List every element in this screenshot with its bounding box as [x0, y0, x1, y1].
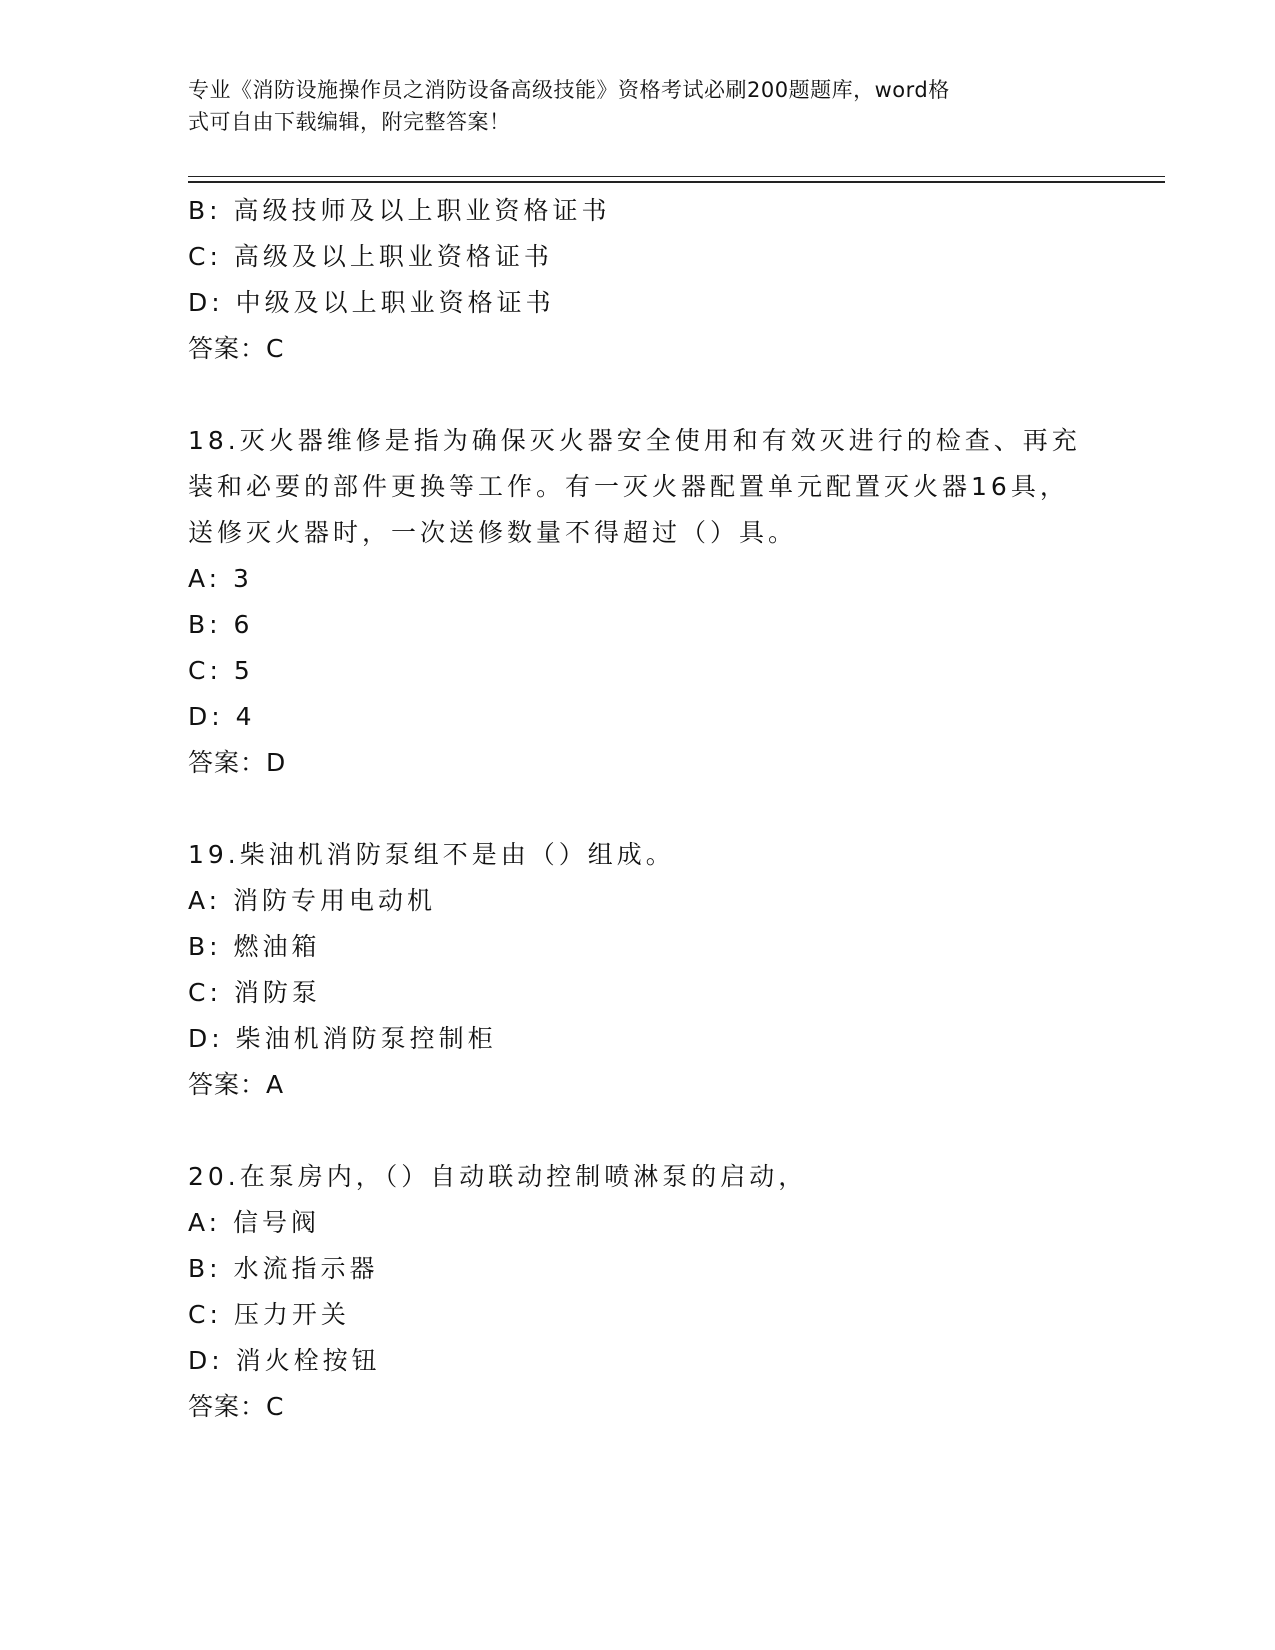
option-d: D: 4 [188, 702, 256, 731]
option-d: D: 柴油机消防泵控制柜 [188, 1024, 497, 1053]
question-stem-line: 装和必要的部件更换等工作。有一灭火器配置单元配置灭火器16具， [188, 472, 1069, 501]
answer-line: 答案：D [188, 748, 287, 777]
option-d: D: 中级及以上职业资格证书 [188, 288, 555, 317]
option-c: C: 消防泵 [188, 978, 321, 1007]
option-a: A: 消防专用电动机 [188, 886, 437, 915]
option-a: A: 信号阀 [188, 1208, 321, 1237]
answer-line: 答案：C [188, 1392, 285, 1421]
question-17-tail [188, 188, 1108, 372]
header-divider-thin [188, 176, 1165, 177]
question-list [188, 188, 1108, 1430]
option-d: D: 消火栓按钮 [188, 1346, 381, 1375]
header-line-1: 专业《消防设施操作员之消防设备高级技能》资格考试必刷200题题库，word格 [188, 78, 950, 102]
answer-line: 答案：C [188, 334, 285, 363]
option-c: C: 压力开关 [188, 1300, 350, 1329]
option-c: C: 高级及以上职业资格证书 [188, 242, 553, 271]
question-19 [188, 832, 1108, 1108]
question-20 [188, 1154, 1108, 1430]
question-stem-line: 18.灭火器维修是指为确保灭火器安全使用和有效灭进行的检查、再充 [188, 426, 1081, 455]
option-b: B: 高级技师及以上职业资格证书 [188, 196, 611, 225]
option-b: B: 水流指示器 [188, 1254, 379, 1283]
option-b: B: 燃油箱 [188, 932, 321, 961]
question-stem-line: 送修灭火器时，一次送修数量不得超过（）具。 [188, 518, 798, 547]
option-b: B: 6 [188, 610, 254, 639]
header-divider-thick [188, 181, 1165, 183]
question-stem-line: 19.柴油机消防泵组不是由（）组成。 [188, 840, 675, 869]
option-c: C: 5 [188, 656, 254, 685]
header-line-2: 式可自由下载编辑，附完整答案！ [188, 110, 511, 134]
question-stem-line: 20.在泵房内，（）自动联动控制喷淋泵的启动， [188, 1162, 808, 1191]
answer-line: 答案：A [188, 1070, 285, 1099]
document-header [188, 74, 1068, 138]
option-a: A: 3 [188, 564, 253, 593]
question-18 [188, 418, 1108, 786]
